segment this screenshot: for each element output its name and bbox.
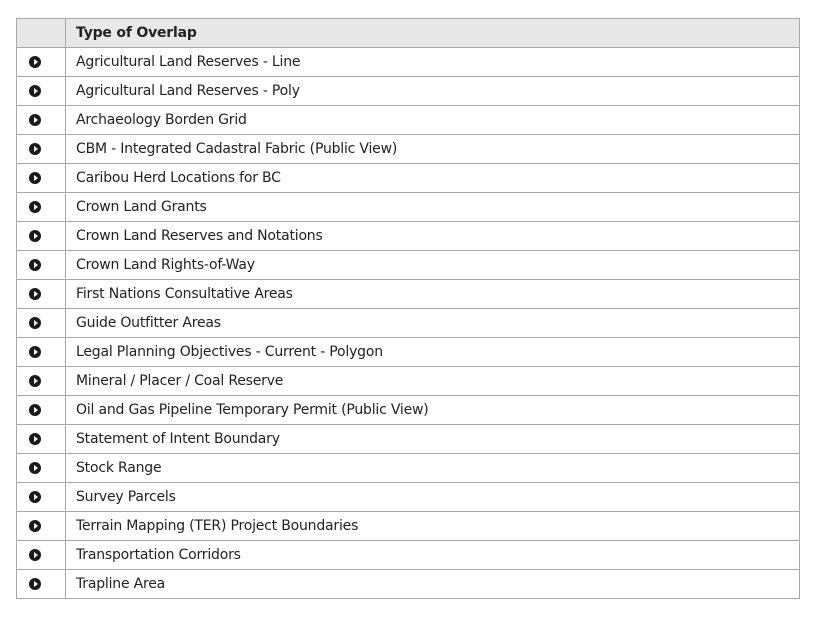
row-icon-cell	[17, 193, 66, 222]
table-row[interactable]	[17, 454, 800, 483]
expand-arrow-icon[interactable]	[29, 317, 41, 329]
row-icon-cell	[17, 135, 66, 164]
table-row[interactable]	[17, 512, 800, 541]
row-icon-cell	[17, 48, 66, 77]
table-row[interactable]	[17, 164, 800, 193]
row-icon-cell	[17, 367, 66, 396]
overlap-type-label: Mineral / Placer / Coal Reserve	[76, 373, 284, 389]
overlap-type-label: Guide Outfitter Areas	[76, 315, 221, 331]
expand-arrow-icon[interactable]	[29, 143, 41, 155]
row-label-cell	[66, 280, 800, 309]
expand-arrow-icon[interactable]	[29, 491, 41, 503]
table-row[interactable]	[17, 367, 800, 396]
table-row[interactable]	[17, 135, 800, 164]
table-row[interactable]	[17, 193, 800, 222]
row-label-cell	[66, 367, 800, 396]
row-icon-cell	[17, 541, 66, 570]
row-icon-cell	[17, 338, 66, 367]
table-row[interactable]	[17, 570, 800, 599]
expand-arrow-icon[interactable]	[29, 85, 41, 97]
row-icon-cell	[17, 512, 66, 541]
row-icon-cell	[17, 164, 66, 193]
overlap-table	[16, 18, 800, 599]
overlap-type-label: Agricultural Land Reserves - Poly	[76, 83, 300, 99]
row-icon-cell	[17, 222, 66, 251]
row-label-cell	[66, 193, 800, 222]
row-icon-cell	[17, 280, 66, 309]
table-row[interactable]	[17, 251, 800, 280]
overlap-type-label: Transportation Corridors	[76, 547, 241, 563]
expand-arrow-icon[interactable]	[29, 56, 41, 68]
column-header-type-of-overlap: Type of Overlap	[66, 19, 800, 48]
row-icon-cell	[17, 251, 66, 280]
row-label-cell	[66, 541, 800, 570]
expand-arrow-icon[interactable]	[29, 114, 41, 126]
row-icon-cell	[17, 483, 66, 512]
row-label-cell	[66, 425, 800, 454]
table-row[interactable]	[17, 309, 800, 338]
row-icon-cell	[17, 309, 66, 338]
table-row[interactable]	[17, 338, 800, 367]
expand-arrow-icon[interactable]	[29, 549, 41, 561]
row-label-cell	[66, 164, 800, 193]
expand-arrow-icon[interactable]	[29, 230, 41, 242]
row-label-cell	[66, 77, 800, 106]
row-label-cell	[66, 135, 800, 164]
expand-arrow-icon[interactable]	[29, 520, 41, 532]
table-header-row	[17, 19, 800, 48]
row-icon-cell	[17, 454, 66, 483]
expand-arrow-icon[interactable]	[29, 172, 41, 184]
header-icon-cell	[17, 19, 66, 48]
table-row[interactable]	[17, 106, 800, 135]
overlap-type-label: Terrain Mapping (TER) Project Boundaries	[76, 518, 359, 534]
row-label-cell	[66, 396, 800, 425]
table-row[interactable]	[17, 396, 800, 425]
row-icon-cell	[17, 106, 66, 135]
overlap-type-label: Oil and Gas Pipeline Temporary Permit (Public View)	[76, 402, 429, 418]
expand-arrow-icon[interactable]	[29, 433, 41, 445]
row-label-cell	[66, 106, 800, 135]
row-label-cell	[66, 222, 800, 251]
table-row[interactable]	[17, 541, 800, 570]
overlap-type-label: Archaeology Borden Grid	[76, 112, 247, 128]
expand-arrow-icon[interactable]	[29, 375, 41, 387]
overlap-type-label: CBM - Integrated Cadastral Fabric (Public View)	[76, 141, 398, 157]
expand-arrow-icon[interactable]	[29, 462, 41, 474]
overlap-type-label: Legal Planning Objectives - Current - Polygon	[76, 344, 383, 360]
overlap-type-label: First Nations Consultative Areas	[76, 286, 293, 302]
row-label-cell	[66, 483, 800, 512]
row-label-cell	[66, 454, 800, 483]
row-icon-cell	[17, 396, 66, 425]
overlap-type-label: Crown Land Rights-of-Way	[76, 257, 255, 273]
row-label-cell	[66, 338, 800, 367]
expand-arrow-icon[interactable]	[29, 201, 41, 213]
row-icon-cell	[17, 77, 66, 106]
overlap-type-label: Statement of Intent Boundary	[76, 431, 280, 447]
overlap-type-label: Crown Land Grants	[76, 199, 207, 215]
table-row[interactable]	[17, 77, 800, 106]
table-row[interactable]	[17, 48, 800, 77]
overlap-type-label: Crown Land Reserves and Notations	[76, 228, 323, 244]
overlap-type-label: Survey Parcels	[76, 489, 176, 505]
row-label-cell	[66, 48, 800, 77]
row-label-cell	[66, 251, 800, 280]
table-row[interactable]	[17, 280, 800, 309]
expand-arrow-icon[interactable]	[29, 404, 41, 416]
table-row[interactable]	[17, 222, 800, 251]
row-label-cell	[66, 570, 800, 599]
row-label-cell	[66, 512, 800, 541]
row-icon-cell	[17, 425, 66, 454]
expand-arrow-icon[interactable]	[29, 259, 41, 271]
expand-arrow-icon[interactable]	[29, 578, 41, 590]
overlap-type-label: Stock Range	[76, 460, 162, 476]
row-label-cell	[66, 309, 800, 338]
expand-arrow-icon[interactable]	[29, 346, 41, 358]
table-row[interactable]	[17, 483, 800, 512]
table-row[interactable]	[17, 425, 800, 454]
overlap-type-label: Caribou Herd Locations for BC	[76, 170, 281, 186]
row-icon-cell	[17, 570, 66, 599]
expand-arrow-icon[interactable]	[29, 288, 41, 300]
overlap-type-label: Trapline Area	[76, 576, 166, 592]
overlap-type-label: Agricultural Land Reserves - Line	[76, 54, 301, 70]
